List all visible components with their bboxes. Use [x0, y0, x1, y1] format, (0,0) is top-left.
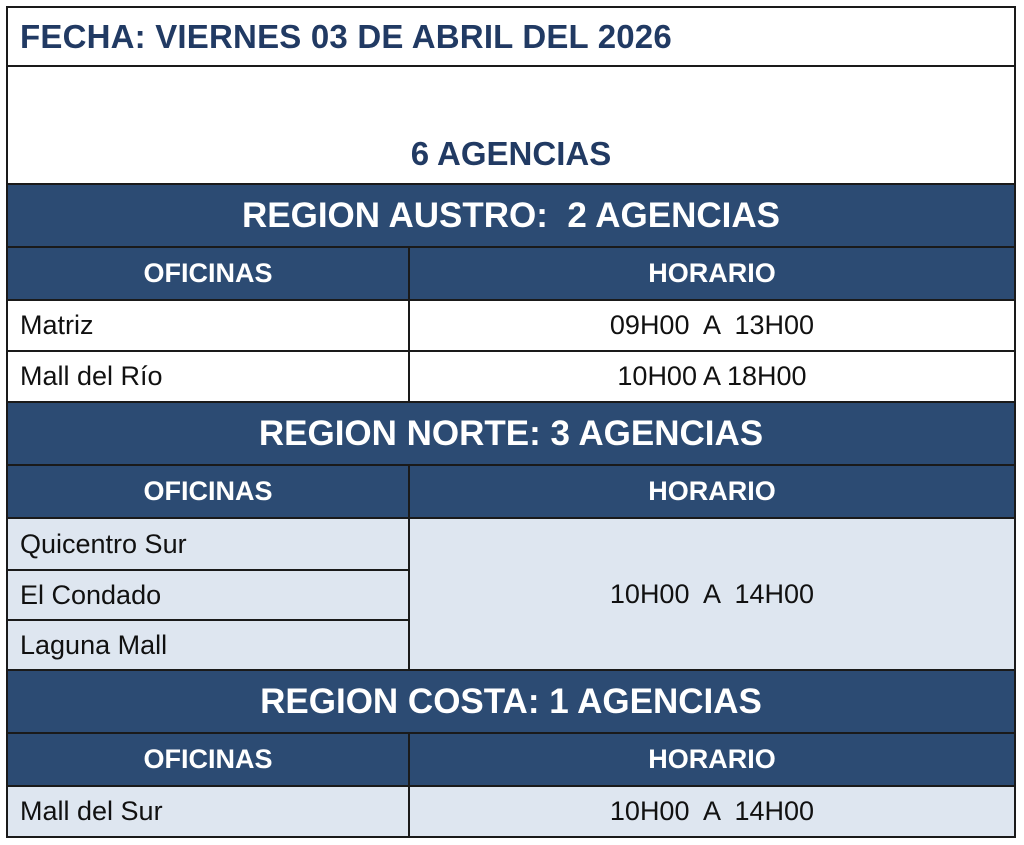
horario-merged-cell: 10H00 A 14H00: [609, 578, 815, 609]
oficina-cell: Laguna Mall: [8, 619, 408, 669]
column-horario: HORARIO: [648, 258, 776, 288]
region-norte-header: [8, 403, 1014, 466]
oficina-cell: Mall del Sur: [8, 787, 410, 836]
column-oficinas: OFICINAS: [8, 466, 410, 517]
region-costa-header: [8, 671, 1014, 734]
region-title: REGION NORTE: 3 AGENCIAS: [258, 413, 764, 453]
table-row: [8, 352, 1014, 403]
schedule-table: [6, 6, 1016, 838]
oficina-cell: Mall del Río: [8, 352, 410, 401]
column-horario: HORARIO: [648, 744, 776, 774]
column-header-row: [8, 466, 1014, 519]
column-header-row: [8, 734, 1014, 787]
oficina-cell: Matriz: [8, 301, 410, 350]
horario-cell: 10H00 A 18H00: [617, 361, 807, 391]
region-title: REGION AUSTRO: 2 AGENCIAS: [241, 195, 780, 235]
oficinas-list: [8, 519, 410, 669]
horario-cell: 09H00 A 13H00: [609, 310, 815, 340]
region-austro-header: [8, 185, 1014, 248]
date-title: FECHA: VIERNES 03 DE ABRIL DEL 2026: [20, 17, 672, 55]
column-horario: HORARIO: [648, 476, 776, 506]
oficina-cell: Quicentro Sur: [20, 528, 187, 559]
table-row: [8, 787, 1014, 838]
column-header-row: [8, 248, 1014, 301]
column-oficinas: OFICINAS: [8, 734, 410, 785]
region-title: REGION COSTA: 1 AGENCIAS: [260, 681, 762, 721]
column-oficinas: OFICINAS: [8, 248, 410, 299]
horario-cell: 10H00 A 14H00: [609, 796, 815, 826]
oficina-cell: El Condado: [8, 569, 408, 619]
total-agencies: 6 AGENCIAS: [410, 135, 612, 172]
total-row: [8, 67, 1014, 185]
date-row: [8, 6, 1014, 67]
table-row: [8, 301, 1014, 352]
norte-group: [8, 519, 1014, 671]
